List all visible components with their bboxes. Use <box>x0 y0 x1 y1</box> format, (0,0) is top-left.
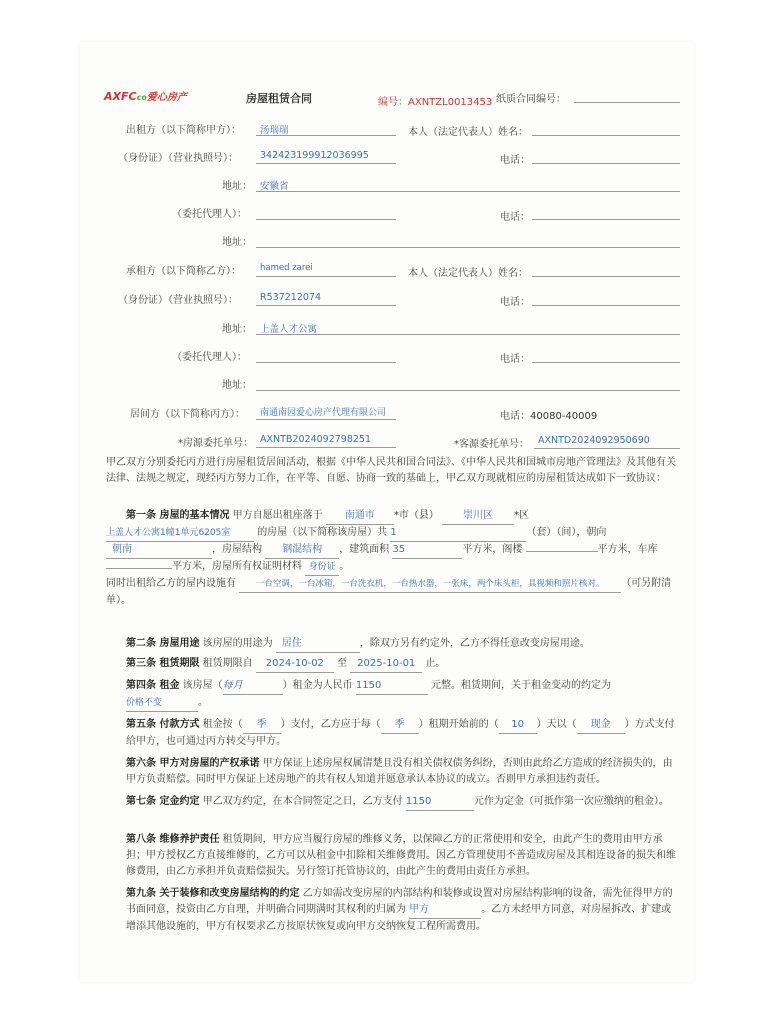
article-1-title: 第一条 房屋的基本情况 <box>126 510 230 521</box>
article-5-text: 租金按（ <box>202 719 243 730</box>
article-1 <box>106 508 678 609</box>
lessor-phone-line <box>532 163 680 164</box>
garage-value <box>106 568 172 569</box>
paper-number-line <box>574 102 680 103</box>
lessee-id-line <box>256 305 396 306</box>
payment-method: 现金 <box>577 717 625 734</box>
article-8-title: 第八条 维修养护责任 <box>126 834 220 845</box>
lessor-id-line <box>256 163 396 164</box>
lessee-agent-phone-label: 电话： <box>500 354 530 365</box>
lessee-legal-rep-label: 本人（法定代表人）姓名： <box>408 268 528 279</box>
article-1-text: 的房屋（以下简称该房屋）共 <box>257 527 388 538</box>
article-4-text: 。 <box>198 697 208 708</box>
lessor-legal-rep-label: 本人（法定代表人）姓名： <box>408 127 528 138</box>
lessor-address-label: 地址： <box>222 181 252 192</box>
source-order-line <box>256 447 396 448</box>
article-5-text: ）租期开始前的（ <box>418 719 499 730</box>
article-1-text: ，建筑面积 <box>339 544 390 555</box>
lessee-name-line <box>256 276 396 277</box>
article-4-text: 元整。租赁期间，关于租金变动的约定为 <box>431 680 612 691</box>
ownership-proof-value: 身份证 <box>305 559 339 576</box>
contract-number: 编号：AXNTZL0013453 <box>378 97 493 108</box>
lessee-phone-label: 电话： <box>500 297 530 308</box>
lessor-legal-rep-line <box>532 135 680 136</box>
article-1-text: 甲方自愿出租座落于 <box>232 510 323 521</box>
lessor-address-line <box>256 191 680 192</box>
lessor-address-value: 安徽省 <box>260 181 289 192</box>
article-3-title: 第三条 租赁期限 <box>126 658 200 669</box>
payment-cycle: 季 <box>243 717 281 734</box>
article-6-text: 甲方保证上述房屋权属清楚且没有相关债权债务纠纷，否则由此给乙方造成的经济损失的，由甲方负责赔偿。同时甲方保证上述房地产的共有权人知道并愿意承认本协议的成立。否则甲方承担违约责任。 <box>126 758 673 785</box>
broker-name: 南通南园爱心房产代理有限公司 <box>260 408 387 418</box>
article-6 <box>126 756 678 788</box>
article-6-title: 第六条 甲方对房屋的产权承诺 <box>126 758 260 769</box>
lessee-agent-label: （委托代理人）： <box>172 352 247 363</box>
article-7-title: 第七条 定金约定 <box>126 796 200 807</box>
article-2-text: 该房屋的用途为 <box>202 638 273 649</box>
article-1-text: 平方米，车库 <box>597 544 658 555</box>
improvement-owner-value: 甲方 <box>409 902 481 919</box>
article-8-text: 租赁期间，甲方应当履行房屋的维修义务，以保障乙方的正常使用和安全，由此产生的费用由甲方承担；甲方授权乙方直接维修的，乙方可以从租金中扣除相关维修费用。因乙方管理使用不善造成房屋及其相连设备的损失和维修费用，由乙方承担并负责赔偿损失。另行签订托管协议的，由此产生的费用由责任方承担。 <box>126 834 676 877</box>
article-1-text: （可另附清单）。 <box>106 578 672 606</box>
article-8 <box>126 832 678 880</box>
attic-value <box>526 551 598 552</box>
article-1-text: 平方米，阁楼 <box>462 544 523 555</box>
article-4-title: 第四条 租金 <box>126 680 180 691</box>
lessor-agent-address-label: 地址： <box>222 237 252 248</box>
lessor-id-value: 342423199912036995 <box>260 150 369 161</box>
property-address: 上盖人才公寓1幢1单元6205室 <box>106 525 254 542</box>
article-1-text: （套）（间），朝向 <box>526 527 607 538</box>
lessee-agent-line <box>256 362 396 363</box>
article-3 <box>126 656 678 673</box>
lessor-agent-address-line <box>256 247 680 248</box>
article-7-text: 甲乙双方约定，在本合同签定之日，乙方支付 <box>202 796 403 807</box>
facilities-value: 一台空调，一台冰箱，一台洗衣机，一台热水器，一张床，两个床头柜，具视频和照片核对。 <box>239 576 621 593</box>
lessor-label: 出租方（以下简称甲方）： <box>126 125 241 136</box>
lessee-id-value: R537212074 <box>260 292 321 303</box>
rent-change-value: 价格不变 <box>126 695 198 712</box>
payment-days: 10 <box>499 717 537 734</box>
article-7 <box>126 794 678 811</box>
article-9 <box>126 886 678 935</box>
lessee-agent-phone-line <box>532 362 680 363</box>
lessee-label: 承租方（以下简称乙方）： <box>126 266 241 277</box>
lease-start: 2024-10-02 <box>256 656 334 673</box>
structure-value: 钢混结构 <box>265 542 339 559</box>
article-1-text: 平方米，房屋所有权证明材料 <box>172 561 302 572</box>
lessor-phone-label: 电话： <box>500 155 530 166</box>
article-1-text: *市（县） <box>393 510 439 521</box>
lessee-address-value: 上盖人才公寓 <box>260 324 318 335</box>
contract-title: 房屋租赁合同 <box>246 92 312 105</box>
article-4 <box>126 678 678 712</box>
broker-phone: 电话：40080-40009 <box>500 411 598 422</box>
article-7-text: 元作为定金（可抵作第一次应缴纳的租金）。 <box>473 796 669 807</box>
article-1-text: ，房屋结构 <box>212 544 262 555</box>
deposit-value: 1150 <box>406 794 474 811</box>
use-value: 居住 <box>276 636 360 653</box>
article-1-text: 。 <box>339 561 350 572</box>
article-2-title: 第二条 房屋用途 <box>126 638 200 649</box>
lessor-name: 汤瑞瑞 <box>260 125 289 136</box>
article-1-text: 同时出租给乙方的屋内设施有 <box>106 578 236 589</box>
lessee-name: hamed zarei <box>260 263 313 273</box>
article-9-title: 第九条 关于装修和改变房屋结构的约定 <box>126 888 300 899</box>
rent-value: 1150 <box>356 678 428 695</box>
article-5-title: 第五条 付款方式 <box>126 719 200 730</box>
lessee-address-line <box>256 334 680 335</box>
article-5 <box>126 717 678 750</box>
rent-period-value: 每月 <box>223 678 283 695</box>
client-order-line <box>534 448 680 449</box>
lessee-agent-address-line <box>256 390 680 391</box>
area-value: 35 <box>392 542 462 559</box>
article-5-text: ）支付，乙方应于每（ <box>280 719 381 730</box>
payment-cycle-2: 季 <box>381 717 419 734</box>
lessor-agent-phone-label: 电话： <box>500 212 530 223</box>
lessee-address-label: 地址： <box>222 324 252 335</box>
company-logo: AXFCco爱心房产 <box>104 90 187 103</box>
article-5-text: ）天以（ <box>536 719 577 730</box>
lessee-agent-address-label: 地址： <box>222 380 252 391</box>
source-order-label: *房源委托单号： <box>178 438 253 449</box>
source-order-value: AXNTB2024092798251 <box>260 434 372 445</box>
client-order-label: *客源委托单号： <box>454 439 529 450</box>
lessor-agent-phone-line <box>532 219 680 220</box>
units-value: 1 <box>390 525 526 542</box>
article-4-text: 该房屋（ <box>182 680 223 691</box>
lease-end: 2025-10-01 <box>350 656 422 673</box>
article-9-text: 。乙方未经甲方同意，对房屋拆改、扩建或增添其他设施的，甲方有权要求乙方按原状恢复或向甲方交纳恢复工程所需费用。 <box>126 904 672 932</box>
client-order-value: AXNTD2024092950690 <box>538 435 650 446</box>
lessor-name-line <box>256 135 396 136</box>
lessee-id-label: （身份证）（营业执照号）： <box>118 295 238 306</box>
article-2 <box>126 636 678 653</box>
article-1-text: *区 <box>514 510 530 521</box>
broker-name-line <box>256 419 396 420</box>
article-3-text: 租赁期限自 <box>202 658 253 669</box>
lessor-agent-label: （委托代理人）： <box>172 209 247 220</box>
orientation-value: 朝南 <box>106 542 212 559</box>
lessee-legal-rep-line <box>532 276 680 277</box>
broker-label: 居间方（以下简称丙方）： <box>130 409 245 420</box>
preamble: 甲乙双方分别委托丙方进行房屋租赁居间活动，根据《中华人民共和国合同法》、《中华人民共和国城市房地产管理法》及其他有关法律、法规之规定，现经丙方努力工作，在平等、自愿、协商一致的基础上，甲乙双方现就相应的房屋租赁达成如下一致协议： <box>106 457 676 484</box>
article-2-text: ，除双方另有约定外，乙方不得任意改变房屋用途。 <box>359 638 590 649</box>
lessee-phone-line <box>532 305 680 306</box>
lessor-agent-line <box>256 219 396 220</box>
article-3-text: 止。 <box>425 658 446 669</box>
article-4-text: ）租金为人民币 <box>282 680 353 691</box>
article-9-text: 乙方如需改变房屋的内部结构和装修或设置对房屋结构影响的设备，需先征得甲方的书面同意，投资由乙方自理，并明确合同期满时其权利的归属为 <box>126 888 673 915</box>
article-3-text: 至 <box>337 658 348 669</box>
article-5-text: ）方式支付给甲方，也可通过丙方转交与甲方。 <box>126 719 675 747</box>
city-value: 南通市 <box>326 508 394 525</box>
paper-number-label: 纸质合同编号： <box>496 94 566 105</box>
district-value: 崇川区 <box>442 508 514 525</box>
lessor-id-label: （身份证）（营业执照号）： <box>118 153 238 164</box>
